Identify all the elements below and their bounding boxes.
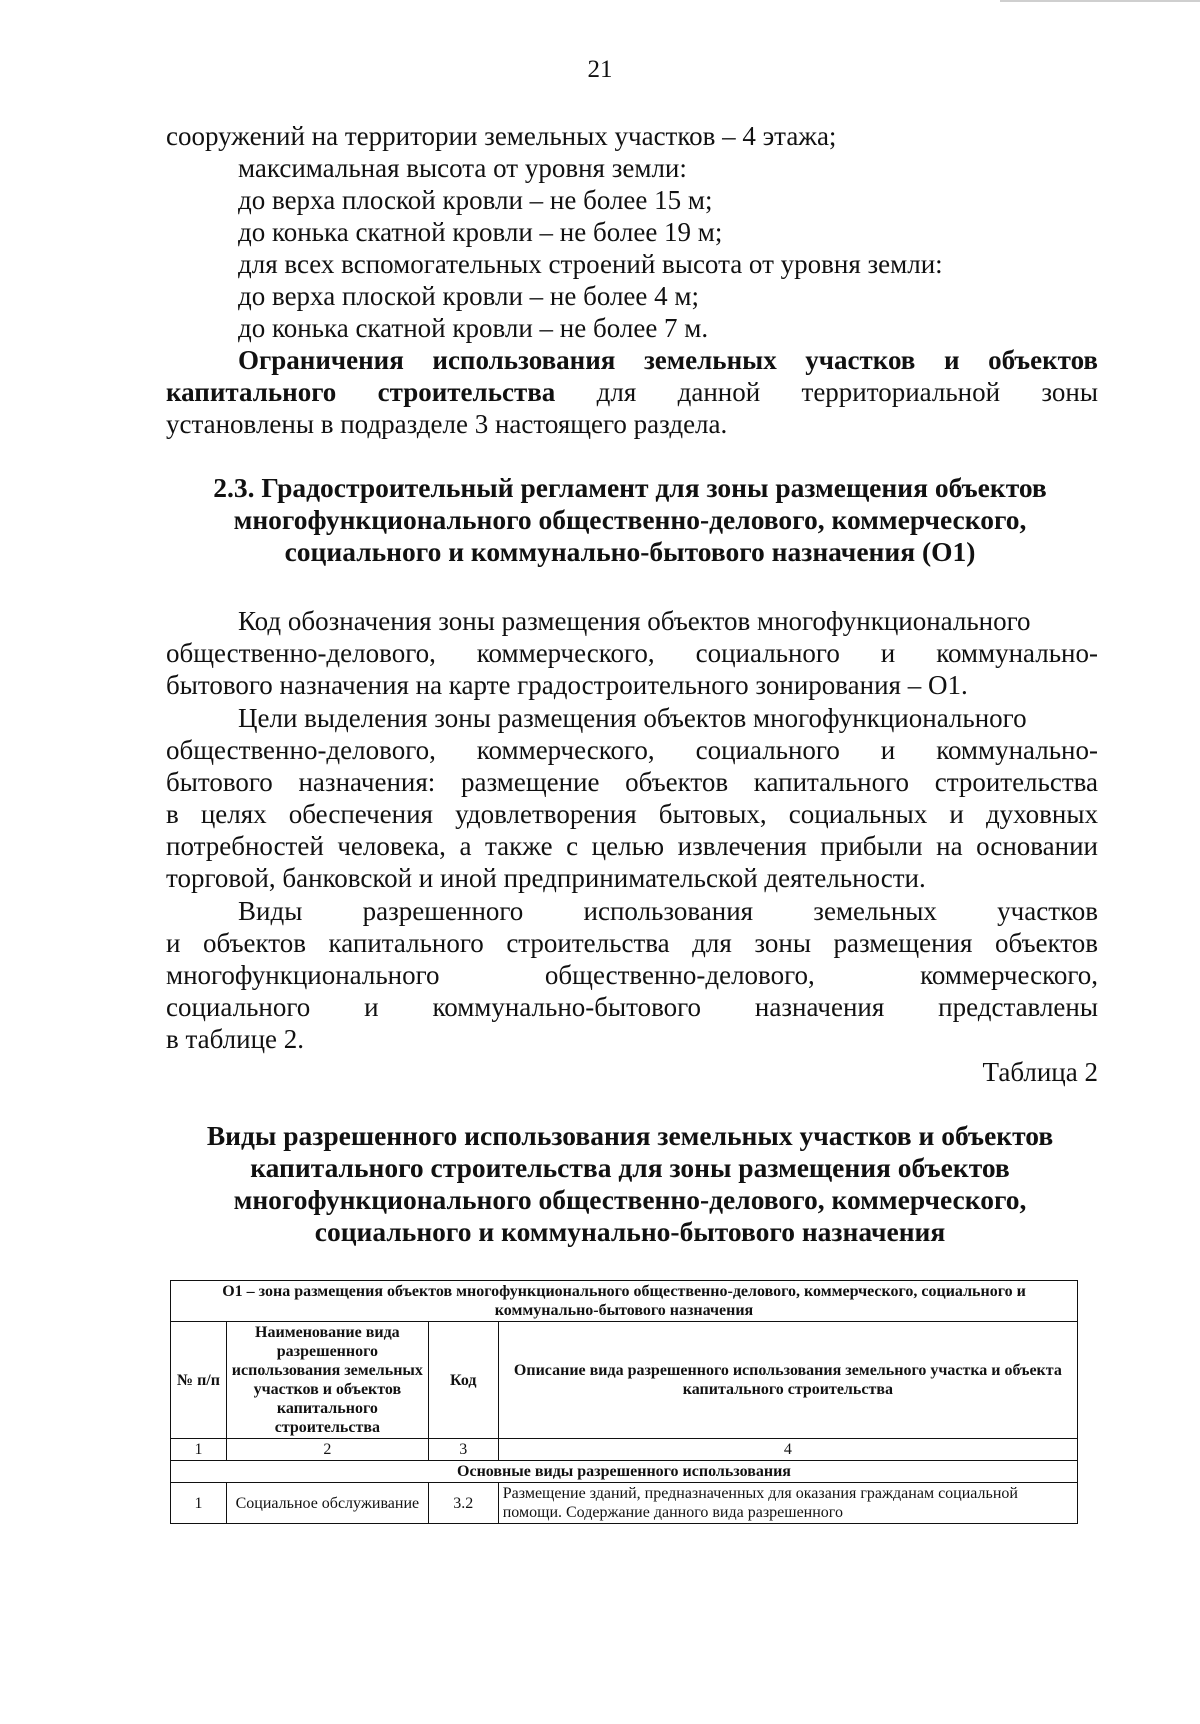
types-paragraph-line: социального и коммунально-бытового назначения представлены [166, 992, 1098, 1022]
col-index: 2 [226, 1439, 428, 1461]
goals-paragraph-line: торговой, банковской и иной предпринимательской деятельности. [166, 863, 926, 893]
code-paragraph-line: общественно-делового, коммерческого, социального и коммунально- [166, 638, 1098, 668]
restrictions-line [166, 376, 1098, 408]
table-title-line: социального и коммунально-бытового назначения [314, 1216, 946, 1247]
zone-header-cell: О1 – зона размещения объектов многофункционального общественно-делового, коммерческого, социального и коммунально-бытового назначения [171, 1281, 1078, 1322]
intro-line: до верха плоской кровли – не более 4 м; [238, 281, 699, 311]
col-index: 3 [428, 1439, 498, 1461]
table-title-line: капитального строительства для зоны размещения объектов [250, 1152, 1010, 1183]
table-title-line: многофункционального общественно-делового, коммерческого, [233, 1184, 1027, 1215]
page-number: 21 [587, 56, 613, 83]
col-header-description: Описание вида разрешенного использования земельного участка и объекта капитального строительства [498, 1322, 1077, 1439]
table-label: Таблица 2 [982, 1057, 1098, 1087]
goals-paragraph-line: общественно-делового, коммерческого, социального и коммунально- [166, 735, 1098, 765]
types-paragraph-line: в таблице 2. [166, 1024, 305, 1054]
types-paragraph-line: многофункционального общественно-делового, коммерческого, [166, 960, 1098, 990]
section-heading-line: социального и коммунально-бытового назначения (О1) [284, 536, 976, 567]
col-header-name: Наименование вида разрешенного использования земельных участков и объектов капитального строительства [226, 1322, 428, 1439]
code-paragraph-line: бытового назначения на карте градостроительного зонирования – О1. [166, 670, 968, 700]
restrictions-line: Ограничения использования земельных участков и объектов [238, 345, 1098, 375]
intro-line: сооружений на территории земельных участков – 4 этажа; [166, 121, 837, 151]
table-row [171, 1483, 1078, 1524]
row-number: 1 [171, 1483, 227, 1524]
intro-line: для всех вспомогательных строений высота от уровня земли: [238, 249, 943, 279]
intro-line: до верха плоской кровли – не более 15 м; [238, 185, 713, 215]
goals-paragraph-line: бытового назначения: размещение объектов капитального строительства [166, 767, 1098, 797]
table-column-header-row [171, 1322, 1078, 1439]
restrictions-bold: капитального строительства [166, 377, 556, 407]
table-zone-header-row [171, 1281, 1078, 1322]
col-header-code: Код [428, 1322, 498, 1439]
col-index: 1 [171, 1439, 227, 1461]
table-title-line: Виды разрешенного использования земельных участков и объектов [206, 1120, 1054, 1151]
row-name: Социальное обслуживание [226, 1483, 428, 1524]
table-section-row [171, 1461, 1078, 1483]
regulation-table [170, 1280, 1078, 1524]
row-code: 3.2 [428, 1483, 498, 1524]
goals-paragraph-line: в целях обеспечения удовлетворения бытовых, социальных и духовных [166, 799, 1098, 829]
intro-line: до конька скатной кровли – не более 7 м. [238, 313, 709, 343]
section-heading-line: 2.3. Градостроительный регламент для зоны размещения объектов [213, 472, 1047, 503]
goals-paragraph-line: Цели выделения зоны размещения объектов многофункционального [238, 703, 1027, 733]
col-index: 4 [498, 1439, 1077, 1461]
intro-line: до конька скатной кровли – не более 19 м; [238, 217, 723, 247]
goals-paragraph-line: потребностей человека, а также с целью извлечения прибыли на основании [166, 831, 1098, 861]
intro-line: максимальная высота от уровня земли: [238, 153, 687, 183]
section-heading-line: многофункционального общественно-делового, коммерческого, [233, 504, 1027, 535]
table-column-index-row [171, 1439, 1078, 1461]
code-paragraph-line: Код обозначения зоны размещения объектов многофункционального [238, 606, 1031, 636]
scan-artifact-line [1000, 0, 1200, 2]
types-paragraph-line: Виды разрешенного использования земельных участков [238, 896, 1098, 926]
restrictions-line: установлены в подразделе 3 настоящего раздела. [166, 409, 728, 439]
types-paragraph-line: и объектов капитального строительства для зоны размещения объектов [166, 928, 1098, 958]
col-header-number: № п/п [171, 1322, 227, 1439]
restrictions-text: для данной территориальной зоны [555, 377, 1098, 407]
row-description: Размещение зданий, предназначенных для оказания гражданам социальной помощи. Содержание данного вида разрешенного [498, 1483, 1077, 1524]
main-types-label: Основные виды разрешенного использования [171, 1461, 1078, 1483]
